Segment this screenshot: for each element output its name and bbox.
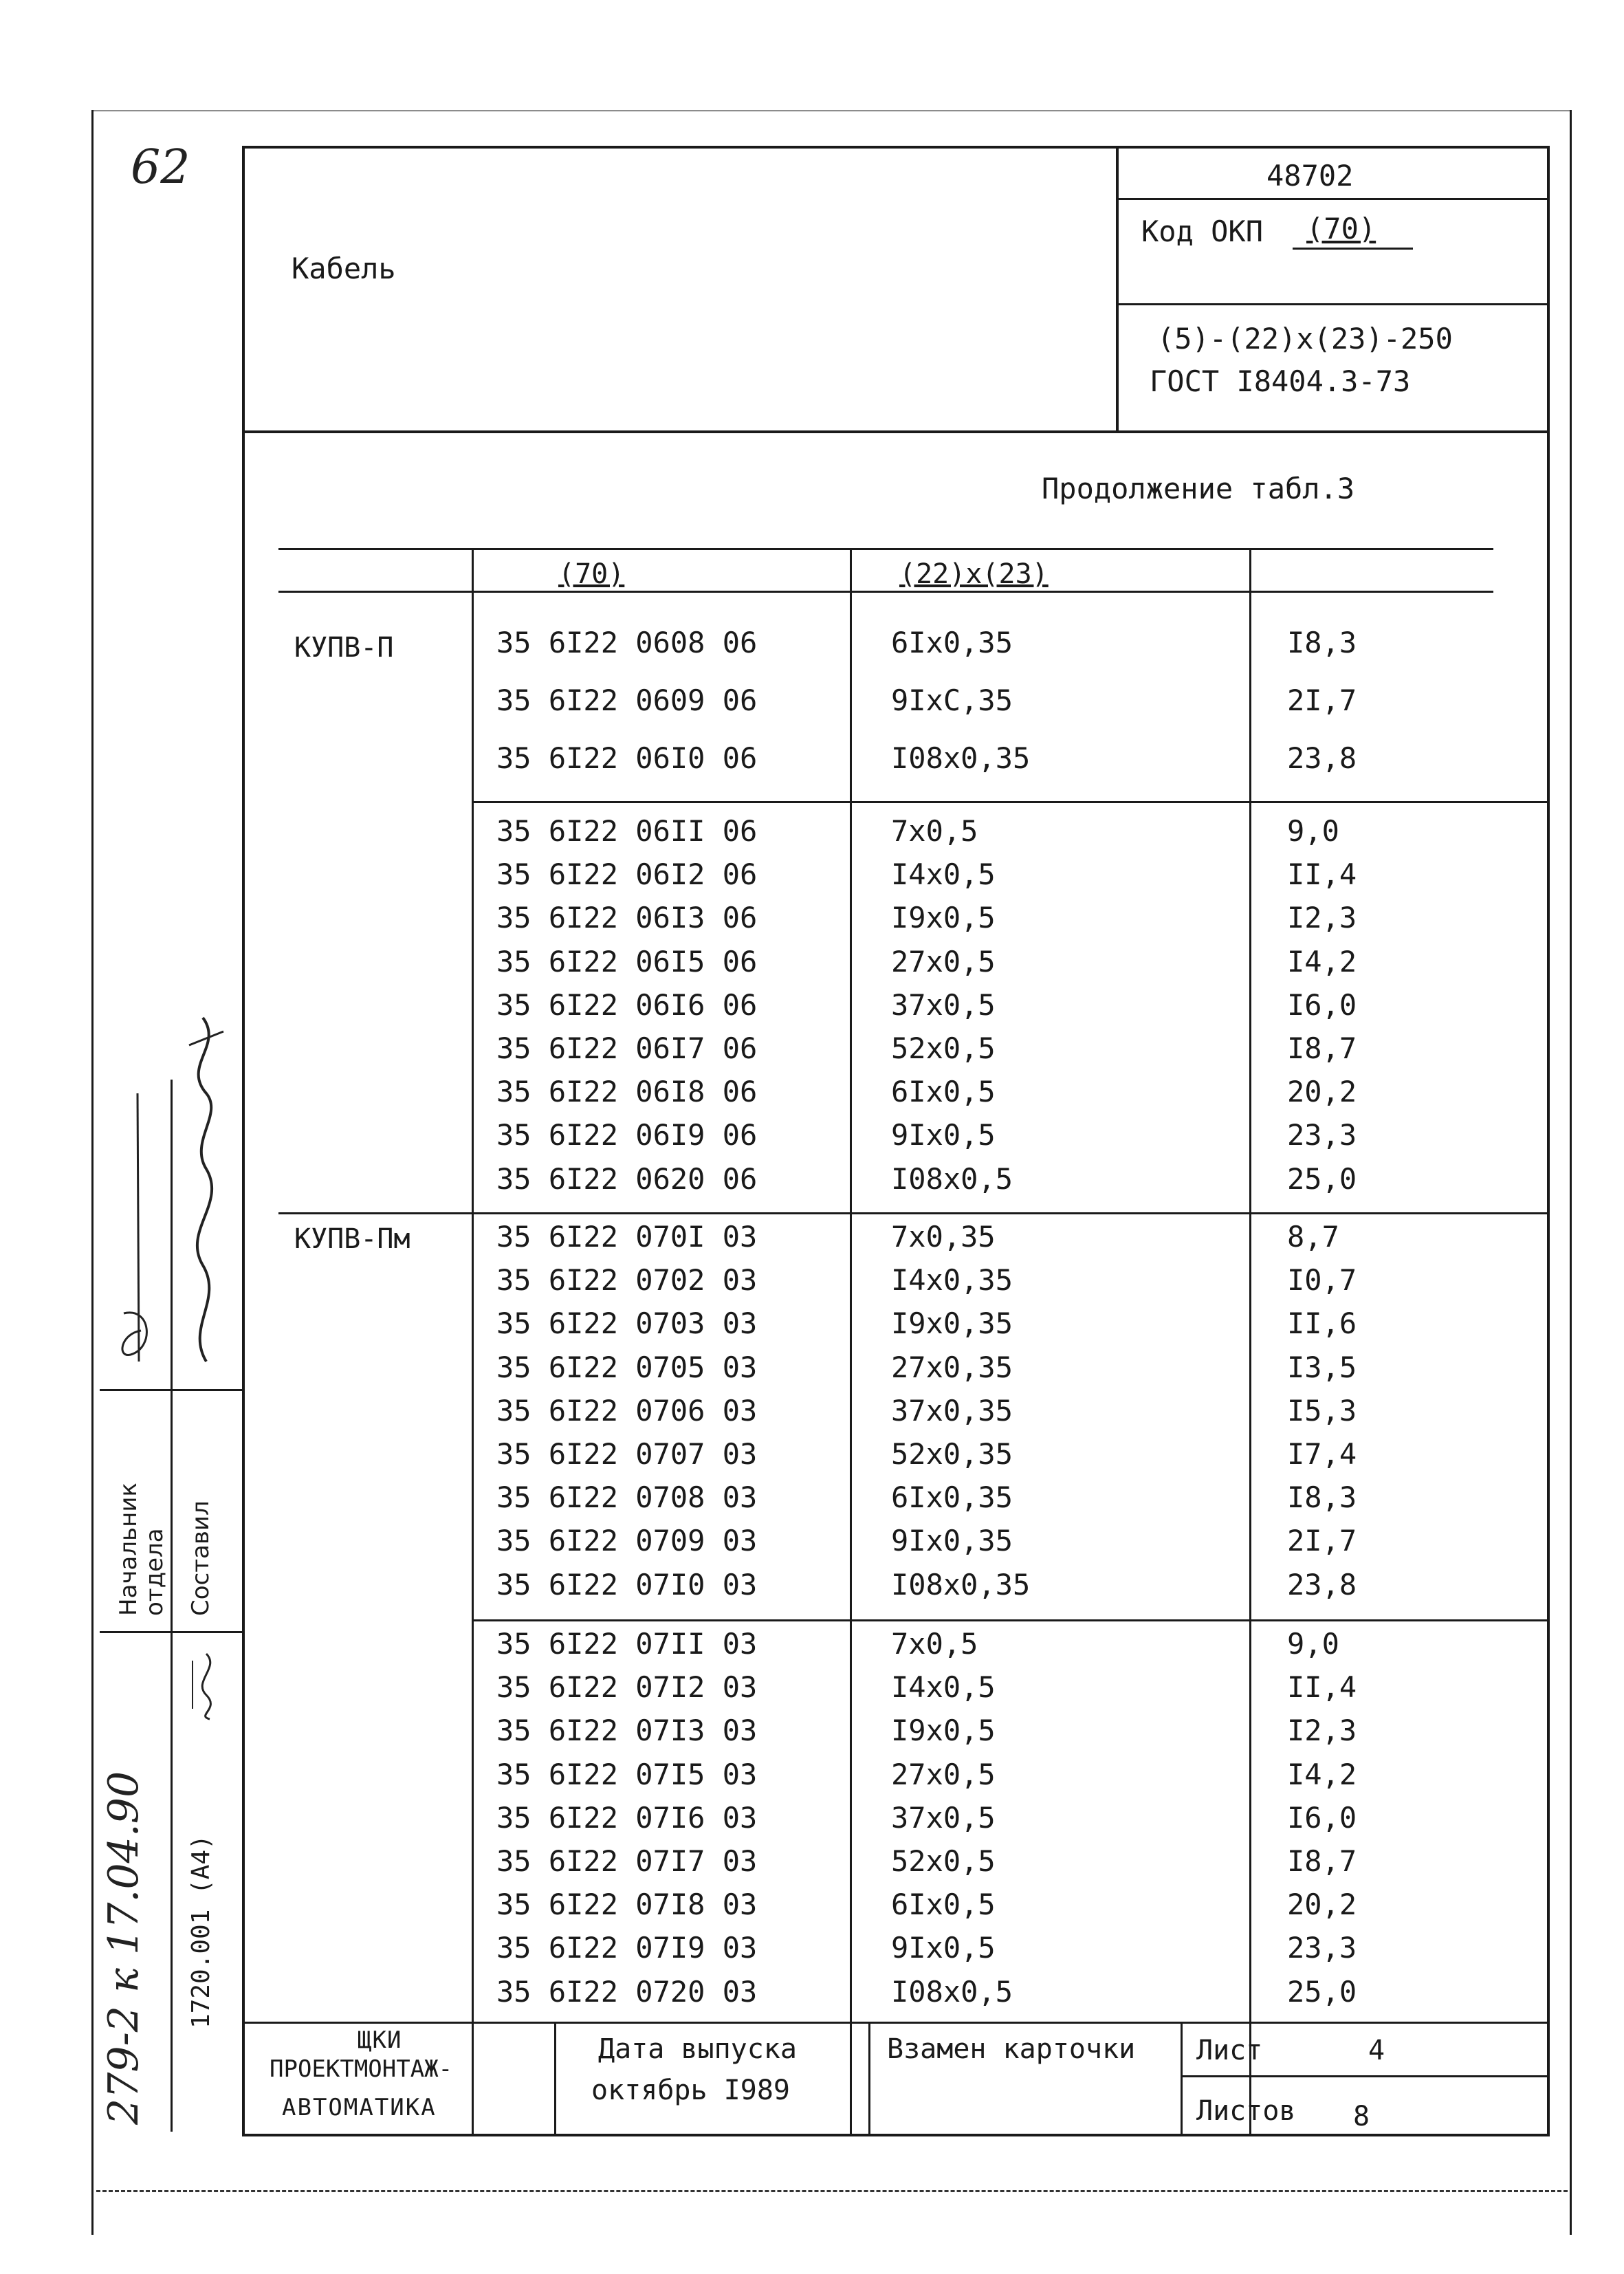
row-size-cell: 6Ix0,35 [891, 1480, 1013, 1515]
row-size-cell: 9Ix0,5 [891, 1931, 996, 1965]
row-size-cell: 9Ix0,5 [891, 1118, 996, 1152]
column-header-size: (22)x(23) [899, 558, 1049, 590]
row-code-cell: 35 6I22 070I 03 [496, 1220, 758, 1254]
bottom-scan-line [96, 2190, 1568, 2192]
row-code-cell: 35 6I22 0706 03 [496, 1393, 758, 1428]
row-code-cell: 35 6I22 0608 06 [496, 626, 758, 659]
row-code-cell: 35 6I22 07I5 03 [496, 1757, 758, 1791]
row-value-cell: I0,7 [1287, 1263, 1357, 1298]
row-value-cell: I2,3 [1287, 901, 1357, 935]
row-value-cell: I6,0 [1287, 987, 1357, 1022]
row-code-cell: 35 6I22 0707 03 [496, 1437, 758, 1471]
sheet-value: 4 [1368, 2035, 1385, 2066]
org-line-1: ЩКИ [358, 2026, 402, 2054]
footer-top-line [242, 2022, 1550, 2024]
row-value-cell: II,4 [1287, 1670, 1357, 1705]
row-size-cell: I4x0,5 [891, 857, 996, 892]
row-value-cell: I8,7 [1287, 1031, 1357, 1065]
row-value-cell: I6,0 [1287, 1800, 1357, 1835]
row-size-cell: 27x0,35 [891, 1350, 1013, 1384]
row-size-cell: 6Ix0,5 [891, 1888, 996, 1922]
row-value-cell: 23,8 [1287, 1567, 1357, 1601]
frame-top-border [91, 110, 1572, 111]
row-size-cell: 9IxC,35 [891, 684, 1013, 717]
row-code-cell: 35 6I22 0720 03 [496, 1974, 758, 2009]
release-value: октябрь I989 [591, 2075, 790, 2106]
main-box-right [1547, 146, 1550, 2136]
main-box-left [242, 146, 245, 2136]
row-code-cell: 35 6I22 0620 06 [496, 1161, 758, 1196]
row-value-cell: I7,4 [1287, 1437, 1357, 1471]
row-code-cell: 35 6I22 06I6 06 [496, 987, 758, 1022]
table-col-line-3 [1249, 548, 1251, 2135]
row-size-cell: 52x0,5 [891, 1844, 996, 1878]
row-value-cell: 9,0 [1287, 1627, 1339, 1661]
row-value-cell: 25,0 [1287, 1161, 1357, 1196]
table-top-line [278, 548, 1493, 550]
header-row-line-2 [1116, 303, 1550, 305]
header-vertical [1116, 146, 1119, 432]
row-value-cell: 23,3 [1287, 1931, 1357, 1965]
form-ref: 1720.001 (A4) [187, 1835, 215, 2029]
row-code-cell: 35 6I22 0709 03 [496, 1524, 758, 1558]
org-line-2: ПРОЕКТМОНТАЖ- [270, 2055, 453, 2083]
row-size-cell: I08x0,35 [891, 1567, 1031, 1601]
head-label: Начальник отдела [115, 1483, 168, 1616]
row-size-cell: I4x0,35 [891, 1263, 1013, 1298]
row-size-cell: I08x0,5 [891, 1974, 1013, 2009]
sheet-label: Лист [1196, 2035, 1263, 2066]
row-code-cell: 35 6I22 06II 06 [496, 814, 758, 848]
row-code-cell: 35 6I22 0609 06 [496, 684, 758, 717]
release-label: Дата выпуска [598, 2033, 797, 2065]
replaces-label: Взамен карточки [887, 2033, 1136, 2065]
signature-scribble-2 [175, 1004, 237, 1375]
row-code-cell: 35 6I22 07I2 03 [496, 1670, 758, 1705]
row-value-cell: 8,7 [1287, 1220, 1339, 1254]
header-row-line-1 [1116, 198, 1550, 200]
main-box-top [242, 146, 1550, 149]
row-code-cell: 35 6I22 06I9 06 [496, 1118, 758, 1152]
block-separator-2 [278, 1212, 1548, 1214]
row-size-cell: 52x0,5 [891, 1031, 996, 1065]
row-code-cell: 35 6I22 0703 03 [496, 1307, 758, 1341]
okp-value: (70) [1306, 212, 1376, 245]
row-value-cell: 23,3 [1287, 1118, 1357, 1152]
doc-number: 48702 [1266, 159, 1354, 193]
row-size-cell: 6Ix0,35 [891, 626, 1013, 659]
row-value-cell: 20,2 [1287, 1075, 1357, 1109]
table-col-line-2 [850, 548, 852, 2135]
group-label-kupv-pm: КУПВ-Пм [294, 1223, 410, 1255]
row-code-cell: 35 6I22 06I2 06 [496, 857, 758, 892]
header-divider [242, 430, 1550, 433]
row-code-cell: 35 6I22 07I7 03 [496, 1844, 758, 1878]
row-size-cell: I4x0,5 [891, 1670, 996, 1705]
row-value-cell: 23,8 [1287, 741, 1357, 775]
sheets-value: 8 [1353, 2101, 1370, 2132]
row-value-cell: I8,3 [1287, 626, 1357, 659]
compiler-label: Составил [187, 1500, 215, 1616]
row-size-cell: I08x0,35 [891, 741, 1031, 775]
block-separator-3 [472, 1619, 1548, 1621]
row-value-cell: I2,3 [1287, 1714, 1357, 1748]
standard: ГОСТ I8404.3-73 [1150, 364, 1411, 398]
footer-col-2 [868, 2022, 870, 2135]
row-code-cell: 35 6I22 07I8 03 [496, 1888, 758, 1922]
row-size-cell: 37x0,35 [891, 1393, 1013, 1428]
row-size-cell: 7x0,5 [891, 814, 978, 848]
row-code-cell: 35 6I22 0708 03 [496, 1480, 758, 1515]
row-code-cell: 35 6I22 07I0 03 [496, 1567, 758, 1601]
row-size-cell: I9x0,5 [891, 901, 996, 935]
row-value-cell: II,6 [1287, 1307, 1357, 1341]
row-code-cell: 35 6I22 06I3 06 [496, 901, 758, 935]
row-code-cell: 35 6I22 0702 03 [496, 1263, 758, 1298]
footer-sheet-line [1181, 2075, 1550, 2077]
row-size-cell: 27x0,5 [891, 944, 996, 979]
row-value-cell: I4,2 [1287, 944, 1357, 979]
table-col-line-1 [472, 548, 474, 2135]
okp-label: Код ОКП [1141, 215, 1264, 248]
row-size-cell: I9x0,35 [891, 1307, 1013, 1341]
row-code-cell: 35 6I22 07I6 03 [496, 1800, 758, 1835]
row-size-cell: 6Ix0,5 [891, 1075, 996, 1109]
frame-right-border [1570, 110, 1572, 2235]
row-code-cell: 35 6I22 07I3 03 [496, 1714, 758, 1748]
row-value-cell: 9,0 [1287, 814, 1339, 848]
sheets-label: Листов [1196, 2095, 1296, 2127]
row-code-cell: 35 6I22 06I7 06 [496, 1031, 758, 1065]
signature-scribble-3 [182, 1647, 230, 1723]
doc-ref: 279-2 к 17.04.90 [100, 1771, 148, 2125]
row-value-cell: 2I,7 [1287, 684, 1357, 717]
row-size-cell: 27x0,5 [891, 1757, 996, 1791]
footer-col-3 [1181, 2022, 1183, 2135]
footer-col-1 [554, 2022, 556, 2135]
product-label: Кабель [292, 252, 396, 285]
row-size-cell: 37x0,5 [891, 1800, 996, 1835]
page-number: 62 [131, 140, 190, 195]
frame-left-border [91, 110, 94, 2235]
row-code-cell: 35 6I22 06I5 06 [496, 944, 758, 979]
row-value-cell: I3,5 [1287, 1350, 1357, 1384]
org-line-3: АВТОМАТИКА [282, 2094, 437, 2121]
signature-scribble-1 [103, 1086, 172, 1375]
row-code-cell: 35 6I22 07I9 03 [496, 1931, 758, 1965]
designation: (5)-(22)x(23)-250 [1157, 322, 1453, 356]
row-size-cell: 9Ix0,35 [891, 1524, 1013, 1558]
group-label-kupv-p: КУПВ-П [294, 632, 394, 664]
row-code-cell: 35 6I22 0705 03 [496, 1350, 758, 1384]
row-code-cell: 35 6I22 07II 03 [496, 1627, 758, 1661]
row-size-cell: 37x0,5 [891, 987, 996, 1022]
block-separator-1 [472, 801, 1548, 803]
column-header-code: (70) [558, 558, 625, 590]
row-value-cell: I5,3 [1287, 1393, 1357, 1428]
main-box-bottom [242, 2134, 1550, 2136]
row-value-cell: 25,0 [1287, 1974, 1357, 2009]
row-value-cell: I8,7 [1287, 1844, 1357, 1878]
row-value-cell: 20,2 [1287, 1888, 1357, 1922]
row-size-cell: 52x0,35 [891, 1437, 1013, 1471]
row-size-cell: 7x0,5 [891, 1627, 978, 1661]
row-size-cell: I08x0,5 [891, 1161, 1013, 1196]
row-value-cell: 2I,7 [1287, 1524, 1357, 1558]
okp-underline [1293, 248, 1413, 250]
row-value-cell: II,4 [1287, 857, 1357, 892]
row-size-cell: I9x0,5 [891, 1714, 996, 1748]
row-value-cell: I8,3 [1287, 1480, 1357, 1515]
row-value-cell: I4,2 [1287, 1757, 1357, 1791]
row-size-cell: 7x0,35 [891, 1220, 996, 1254]
table-header-line [278, 591, 1493, 593]
continuation-title: Продолжение табл.3 [1042, 472, 1355, 505]
row-code-cell: 35 6I22 06I0 06 [496, 741, 758, 775]
row-code-cell: 35 6I22 06I8 06 [496, 1075, 758, 1109]
